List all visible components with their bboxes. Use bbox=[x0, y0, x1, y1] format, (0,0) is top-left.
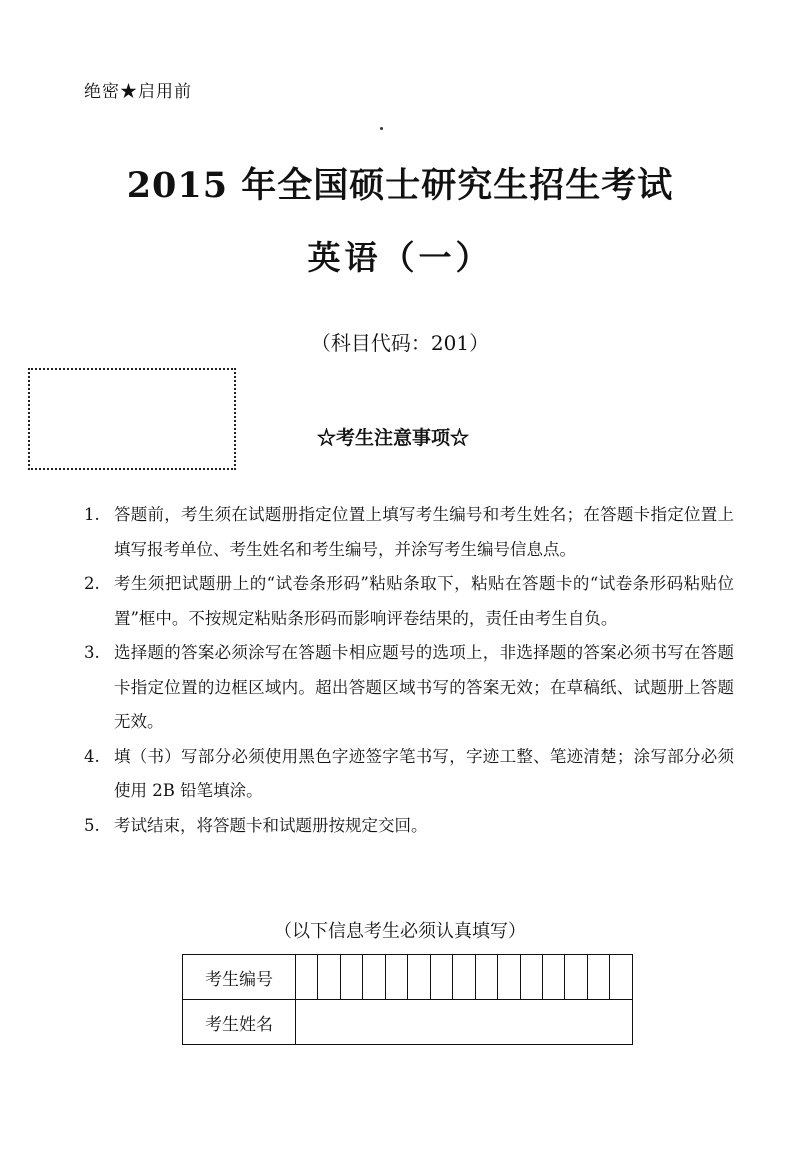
id-digit-box[interactable] bbox=[453, 955, 475, 1000]
subject-code: （科目代码：201） bbox=[310, 331, 490, 355]
instruction-number: 4. bbox=[84, 746, 100, 766]
barcode-placement-box bbox=[28, 368, 236, 470]
id-digit-box[interactable] bbox=[498, 955, 520, 1000]
id-digit-box[interactable] bbox=[587, 955, 609, 1000]
instruction-text: 填（书）写部分必须使用黑色字迹签字笔书写，字迹工整、笔迹清楚；涂写部分必须使用 2B 铅笔填涂。 bbox=[114, 746, 734, 800]
id-digit-box[interactable] bbox=[610, 955, 633, 1000]
instruction-item bbox=[84, 636, 734, 740]
id-digit-box[interactable] bbox=[542, 955, 564, 1000]
id-digit-box[interactable] bbox=[565, 955, 587, 1000]
candidate-id-label: 考生编号 bbox=[183, 955, 296, 1000]
exam-title: 2015 年全国硕士研究生招生考试 bbox=[126, 165, 674, 206]
instruction-item bbox=[84, 567, 734, 636]
candidate-info-table bbox=[182, 954, 633, 1045]
instruction-text: 考生须把试题册上的“试卷条形码”粘贴条取下，粘贴在答题卡的“试卷条形码粘贴位置”框中。不按规定粘贴条形码而影响评卷结果的，责任由考生自负。 bbox=[114, 574, 734, 628]
id-digit-box[interactable] bbox=[385, 955, 407, 1000]
subject-title: 英语（一） bbox=[307, 238, 493, 277]
instruction-number: 3. bbox=[84, 643, 100, 662]
candidate-name-label: 考生姓名 bbox=[183, 1000, 296, 1045]
id-digit-box[interactable] bbox=[430, 955, 452, 1000]
instruction-text: 考试结束，将答题卡和试题册按规定交回。 bbox=[114, 815, 428, 835]
id-digit-box[interactable] bbox=[340, 955, 362, 1000]
instruction-text: 选择题的答案必须涂写在答题卡相应题号的选项上，非选择题的答案必须书写在答题卡指定位置的边框区域内。超出答题区域书写的答案无效；在草稿纸、试题册上答题无效。 bbox=[114, 643, 734, 731]
id-digit-box[interactable] bbox=[520, 955, 542, 1000]
scan-speck bbox=[380, 127, 383, 130]
info-note: （以下信息考生必须认真填写） bbox=[274, 921, 526, 942]
instruction-item bbox=[84, 740, 734, 809]
secrecy-label: 绝密★启用前 bbox=[84, 82, 192, 102]
id-digit-box[interactable] bbox=[475, 955, 497, 1000]
id-digit-box[interactable] bbox=[363, 955, 385, 1000]
instruction-number: 5. bbox=[84, 815, 100, 835]
instruction-number: 1. bbox=[84, 505, 100, 524]
id-digit-box[interactable] bbox=[295, 955, 317, 1000]
instruction-item bbox=[84, 498, 734, 567]
id-digit-box[interactable] bbox=[408, 955, 430, 1000]
notice-heading: ☆考生注意事项☆ bbox=[317, 427, 470, 449]
id-digit-box[interactable] bbox=[318, 955, 340, 1000]
candidate-name-row bbox=[183, 1000, 633, 1045]
instructions-list bbox=[84, 498, 734, 843]
candidate-name-field[interactable] bbox=[295, 1000, 632, 1045]
instruction-item bbox=[84, 809, 734, 844]
instruction-number: 2. bbox=[84, 574, 100, 593]
candidate-id-row bbox=[183, 955, 633, 1000]
instruction-text: 答题前，考生须在试题册指定位置上填写考生编号和考生姓名；在答题卡指定位置上填写报考单位、考生姓名和考生编号，并涂写考生编号信息点。 bbox=[114, 505, 734, 559]
